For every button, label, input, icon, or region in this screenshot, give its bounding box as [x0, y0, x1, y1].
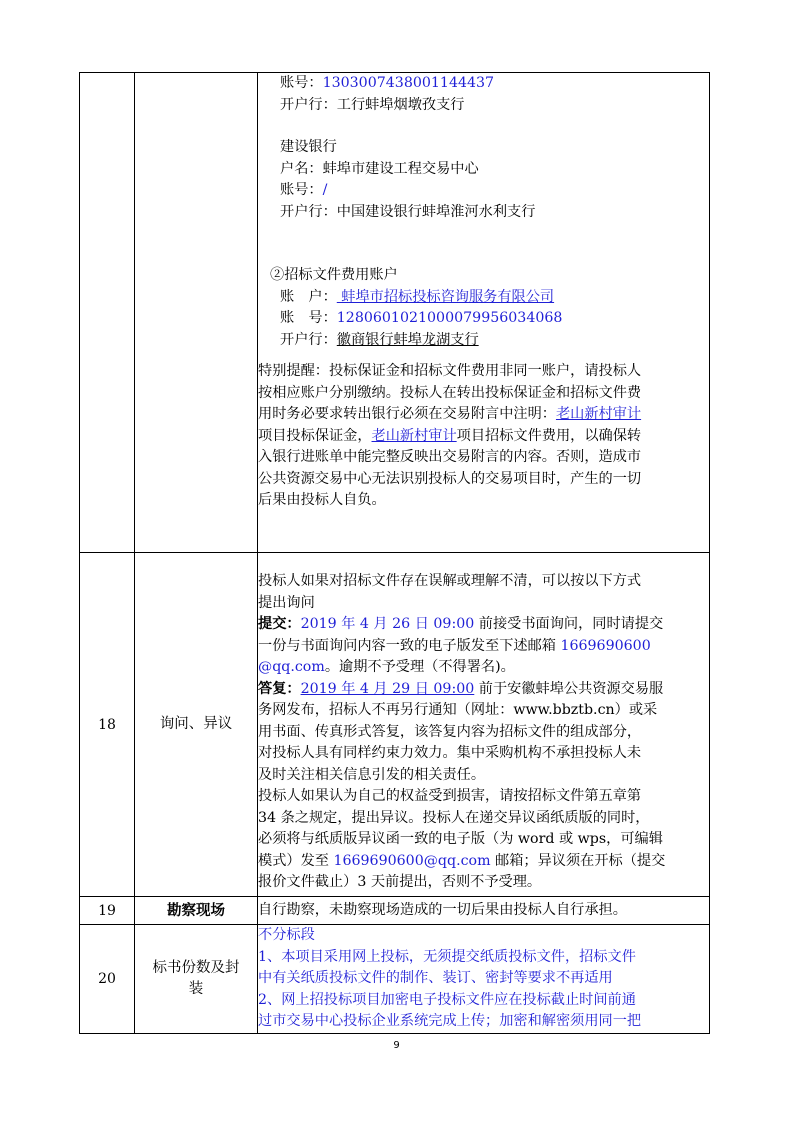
row-item-name: 勘察现场 — [135, 897, 258, 925]
fee-account-label: 账 号： — [280, 310, 337, 326]
row-item-name — [135, 925, 258, 1034]
inquiry-line: 及时关注相关信息引发的相关责任。 — [258, 766, 486, 783]
bid-doc-line: 1、本项目采用网上投标，无须提交纸质投标文件，招标文件 — [258, 948, 636, 965]
project-name-link: 老山新村审计 — [555, 406, 642, 422]
bank-label: 开户行： — [280, 96, 337, 113]
ccb-bank-line — [258, 202, 709, 224]
notice-line: 特别提醒：投标保证金和招标文件费用非同一账户，请投标人 — [258, 363, 642, 379]
ccb-name-label: 户名： — [280, 160, 323, 177]
reply-label: 答复： — [258, 680, 301, 697]
fee-account-title: ②招标文件费用账户 — [270, 267, 398, 283]
fee-bank-label: 开户行： — [280, 331, 337, 348]
fee-account-line — [258, 308, 709, 330]
ccb-name-line — [258, 159, 709, 181]
objection-line: 必须将与纸质版异议函一致的电子版（为 word 或 wps，可编辑 — [258, 831, 663, 847]
email-part: 1669690600 — [560, 637, 651, 654]
cell-number-empty — [80, 73, 135, 553]
bid-doc-line: 过市交易中心投标企业系统完成上传；加密和解密须用同一把 — [258, 1013, 642, 1029]
account-number-value: 1303007438001144437 — [322, 75, 495, 91]
project-name-link: 老山新村审计 — [371, 427, 457, 444]
site-visit-text: 自行勘察，未勘察现场造成的一切后果由投标人自行承担。 — [258, 897, 710, 925]
ccb-bank-label: 开户行： — [280, 203, 337, 220]
ccb-bank-value: 中国建设银行蚌埠淮河水利支行 — [336, 203, 536, 220]
ccb-account-label: 账号： — [280, 182, 323, 198]
notice-line: 公共资源交易中心无法识别投标人的交易项目时，产生的一切 — [258, 470, 642, 487]
ccb-account-line — [258, 180, 709, 202]
row-item-name: 询问、异议 — [135, 553, 258, 897]
table-row-continuation — [80, 73, 710, 553]
ccb-name-value: 蚌埠市建设工程交易中心 — [322, 160, 479, 177]
inquiry-line: 对投标人具有同样约束力效力。集中采购机构不承担投标人未 — [258, 745, 642, 761]
objection-line: 报价文件截止）3 天前提出，否则不予受理。 — [258, 874, 542, 890]
account-number-line — [258, 73, 709, 95]
cell-content-accounts — [258, 73, 710, 553]
objection-line: 投标人如果认为自己的权益受到损害，请按招标文件第五章第 — [258, 788, 642, 804]
objection-email: 1669690600@qq.com — [333, 852, 491, 869]
cell-content-inquiry — [258, 553, 710, 897]
inquiry-line: 投标人如果对招标文件存在误解或理解不清，可以按以下方式 — [258, 573, 642, 589]
fee-bank-line — [258, 330, 709, 352]
email-domain: @qq.com — [258, 659, 325, 675]
bid-doc-line: 不分标段 — [258, 927, 315, 943]
reply-line: 答复：2019 年 4 月 29 日 09:00 前于安徽蚌埠公共资源交易服 — [258, 680, 664, 697]
objection-line: 模式）发至 1669690600@qq.com 邮箱；异议须在开标（提交 — [258, 852, 666, 869]
reply-deadline: 2019 年 4 月 29 日 09:00 — [300, 680, 475, 697]
fee-name-value: 蚌埠市招标投标咨询服务有限公司 — [336, 288, 555, 305]
inquiry-line: 务网发布，招标人不再另行通知（网址：www.bbztb.cn）或采 — [258, 702, 658, 718]
cell-name-empty — [135, 73, 258, 553]
table-row-19 — [80, 897, 710, 925]
inquiry-line: 用书面、传真形式答复，该答复内容为招标文件的组成部分， — [258, 723, 642, 740]
submit-line: 提交：2019 年 4 月 26 日 09:00 前接受书面询问，同时请提交 — [258, 616, 664, 632]
inquiry-line: 提出询问 — [258, 594, 315, 611]
notice-line: 入银行进账单中能完整反映出交易附言的内容。否则，造成市 — [258, 449, 642, 465]
ccb-title: 建设银行 — [280, 139, 337, 155]
notice-line: 按相应账户分别缴纳。投标人在转出投标保证金和招标文件费 — [258, 384, 642, 401]
cell-content-bid-docs — [258, 925, 710, 1034]
item-name-line: 装 — [188, 980, 204, 997]
notice-line: 后果由投标人自负。 — [258, 492, 386, 508]
bank-line — [258, 95, 709, 117]
page-number: 9 — [393, 1040, 400, 1051]
fee-name-label: 账 户： — [280, 288, 337, 305]
item-name-line: 标书份数及封 — [152, 959, 240, 976]
fee-account-value: 1280601021000079956034068 — [336, 310, 563, 326]
account-number-label: 账号： — [280, 75, 323, 91]
objection-line: 34 条之规定，提出异议。投标人在递交异议函纸质版的同时， — [258, 809, 650, 826]
table-row-18 — [80, 553, 710, 897]
submit-deadline: 2019 年 4 月 26 日 09:00 — [300, 616, 475, 632]
bank-value: 工行蚌埠烟墩孜支行 — [336, 96, 465, 113]
tender-info-table — [79, 72, 710, 1034]
row-number: 18 — [80, 553, 135, 897]
table-row-20 — [80, 925, 710, 1034]
bid-doc-line: 中有关纸质投标文件的制作、装订、密封等要求不再适用 — [258, 970, 613, 986]
fee-name-line — [258, 287, 709, 309]
inquiry-line: 一份与书面询问内容一致的电子版发至下述邮箱 1669690600 — [258, 637, 651, 654]
fee-bank-value: 徽商银行蚌埠龙湖支行 — [336, 331, 479, 348]
bid-doc-line: 2、网上招投标项目加密电子投标文件应在投标截止时间前通 — [258, 991, 636, 1008]
row-number: 19 — [80, 897, 135, 925]
ccb-account-value: / — [322, 182, 328, 198]
notice-line: 项目投标保证金，老山新村审计项目招标文件费用，以确保转 — [258, 427, 642, 444]
notice-line: 用时务必要求转出银行必须在交易附言中注明：老山新村审计 — [258, 406, 642, 422]
inquiry-line: @qq.com。逾期不予受理（不得署名)。 — [258, 659, 515, 675]
submit-label: 提交： — [258, 616, 301, 632]
row-number: 20 — [80, 925, 135, 1034]
